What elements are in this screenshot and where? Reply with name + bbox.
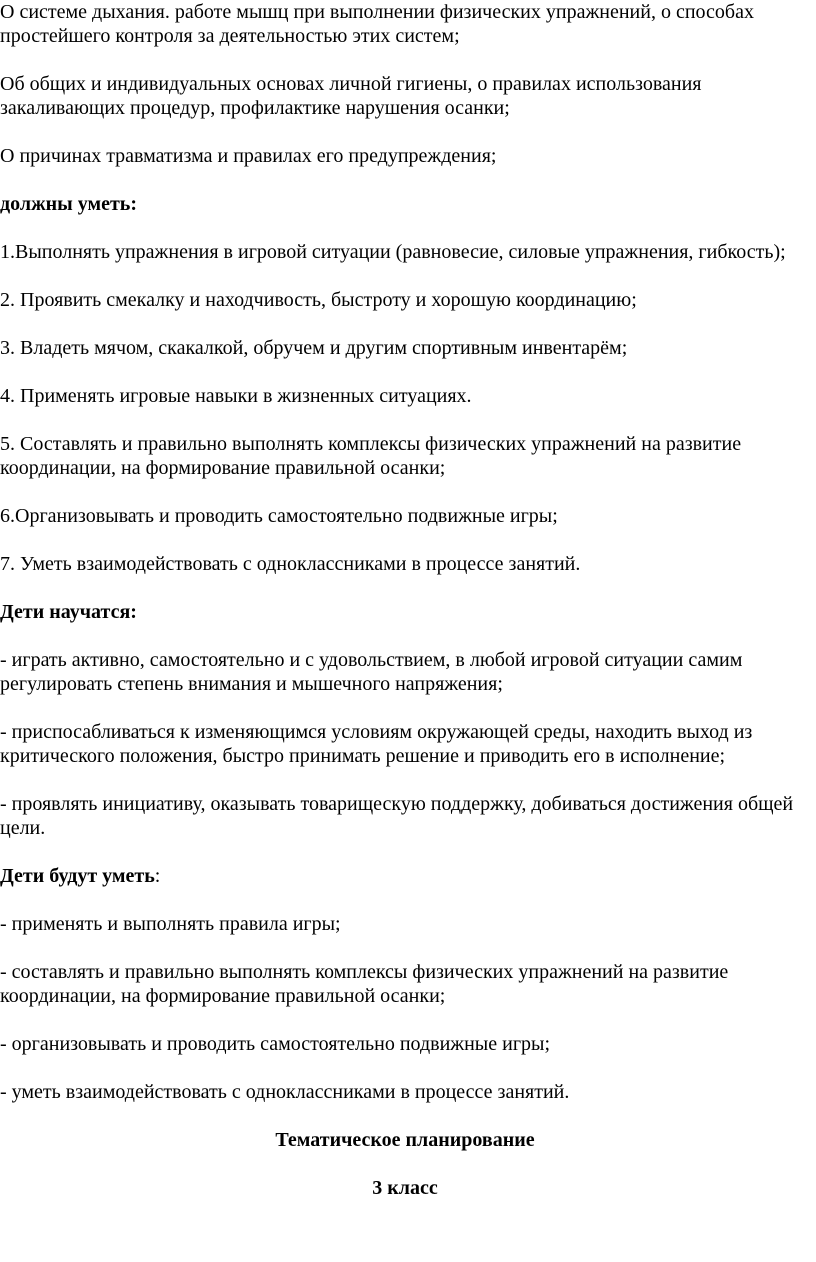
heading-must-be-able: должны уметь: — [0, 193, 138, 215]
list-item-skill-7: 7. Уметь взаимодействовать с одноклассниками в процессе занятий. — [0, 553, 581, 575]
section-title-thematic-planning: Тематическое планирование — [275, 1129, 535, 1151]
list-item-skill-6: 6.Организовывать и проводить самостоятельно подвижные игры; — [0, 505, 558, 527]
list-item-learn-2: - приспосабливаться к изменяющимся условиям окружающей среды, находить выход из критического положения, быстро принимать решение и приводить его в исполнение; — [0, 721, 753, 767]
list-item-skill-5: 5. Составлять и правильно выполнять комплексы физических упражнений на развитие координации, на формирование правильной осанки; — [0, 433, 742, 479]
heading-colon: : — [154, 865, 161, 887]
heading-children-will-be-able-line — [0, 864, 810, 888]
list-item-skill-2: 2. Проявить смекалку и находчивость, быстроту и хорошую координацию; — [0, 289, 637, 311]
paragraph-knowledge-hygiene: Об общих и индивидуальных основах личной гигиены, о правилах использования закаливающих процедур, профилактике нарушения осанки; — [0, 73, 702, 119]
list-item-skill-4: 4. Применять игровые навыки в жизненных ситуациях. — [0, 385, 472, 407]
heading-children-will-be-able: Дети будут уметь — [0, 865, 155, 887]
list-item-able-2: - составлять и правильно выполнять комплексы физических упражнений на развитие координации, на формирование правильной осанки; — [0, 961, 729, 1007]
list-item-able-1: - применять и выполнять правила игры; — [0, 913, 341, 935]
list-item-learn-3: - проявлять инициативу, оказывать товарищескую поддержку, добиваться достижения общей цели. — [0, 793, 794, 839]
list-item-skill-1: 1.Выполнять упражнения в игровой ситуации (равновесие, силовые упражнения, гибкость); — [0, 241, 786, 263]
list-item-able-4: - уметь взаимодействовать с одноклассниками в процессе занятий. — [0, 1081, 570, 1103]
list-item-learn-1: - играть активно, самостоятельно и с удовольствием, в любой игровой ситуации самим регулировать степень внимания и мышечного напряжения; — [0, 649, 743, 695]
paragraph-knowledge-injury: О причинах травматизма и правилах его предупреждения; — [0, 145, 497, 167]
paragraph-knowledge-breathing: О системе дыхания. работе мышц при выполнении физических упражнений, о способах простейшего контроля за деятельностью этих систем; — [0, 1, 754, 47]
list-item-able-3: - организовывать и проводить самостоятельно подвижные игры; — [0, 1033, 551, 1055]
list-item-skill-3: 3. Владеть мячом, скакалкой, обручем и другим спортивным инвентарём; — [0, 337, 628, 359]
section-subtitle-grade: 3 класс — [372, 1177, 438, 1199]
heading-children-will-learn: Дети научатся: — [0, 601, 137, 623]
